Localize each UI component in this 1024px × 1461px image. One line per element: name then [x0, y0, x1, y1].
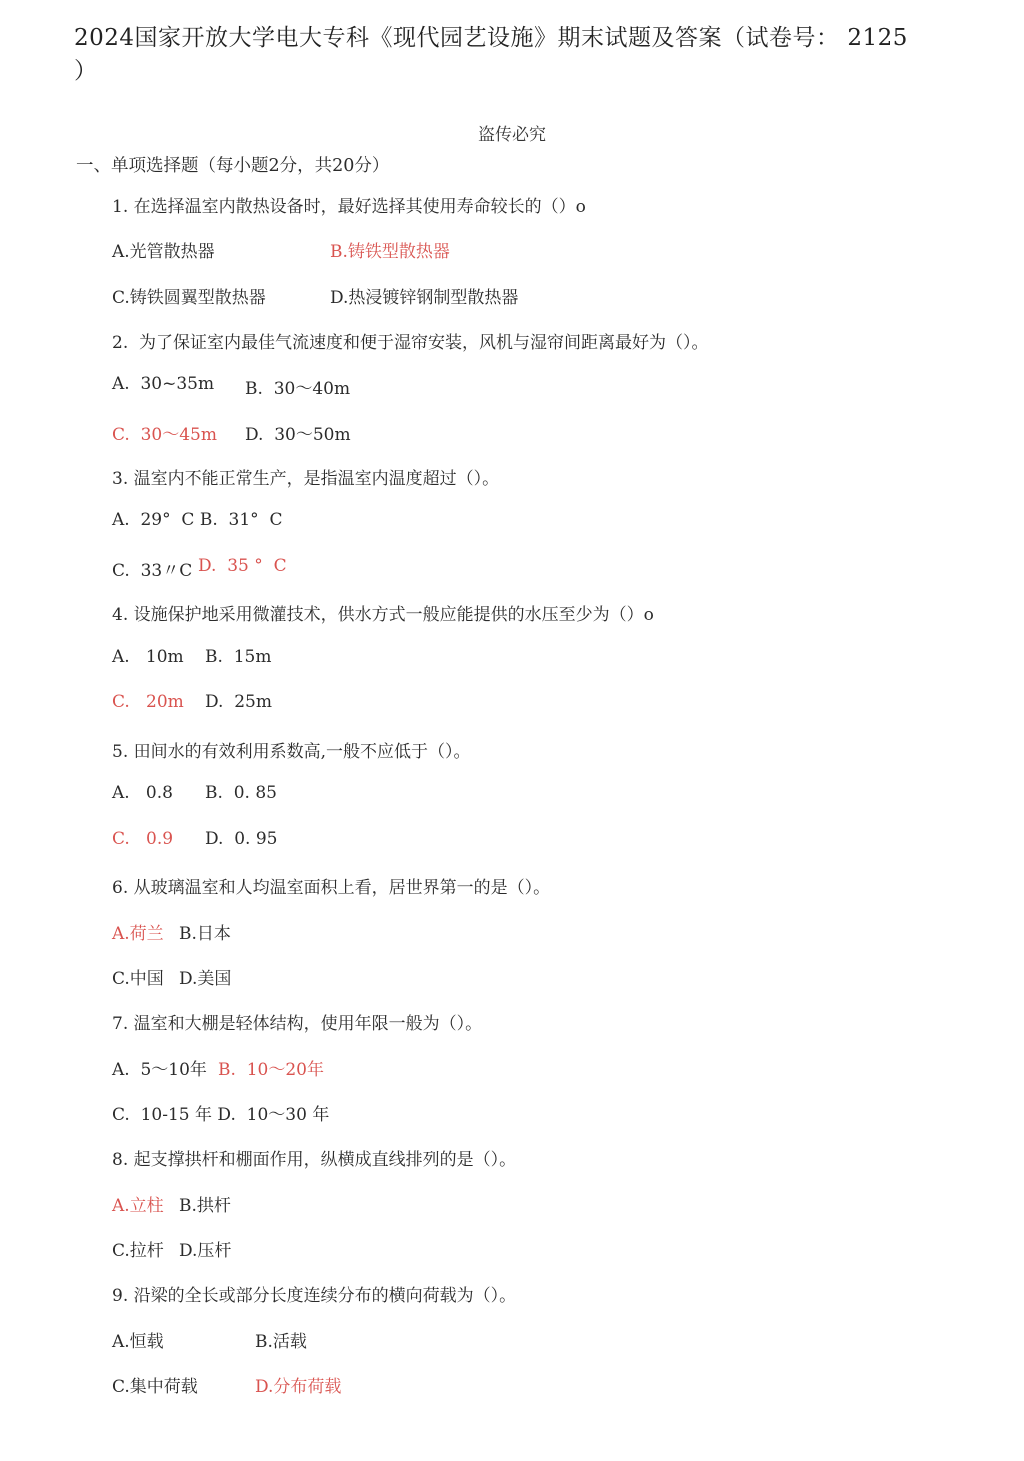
question-3-options-row — [112, 556, 972, 582]
question-5-stem: 5. 田间水的有效利用系数高,一般不应低于（）。 — [112, 742, 471, 762]
question-3-options-row — [112, 510, 972, 536]
question-2-stem: 2. 为了保证室内最佳气流速度和便于湿帘安装，风机与湿帘间距离最好为（）。 — [112, 333, 709, 353]
answer-option: D.美国 — [179, 969, 232, 989]
correct-answer-option: C. 0.9 — [112, 829, 174, 849]
question-6-options-row — [112, 919, 972, 945]
question-4-options-row — [112, 647, 972, 673]
question-9-stem: 9. 沿梁的全长或部分长度连续分布的横向荷载为（）。 — [112, 1286, 517, 1306]
answer-option: B. 0. 85 — [205, 783, 277, 803]
question-3-stem: 3. 温室内不能正常生产，是指温室内温度超过（）。 — [112, 469, 500, 489]
question-7-options-row — [112, 1055, 972, 1081]
question-9-options-row — [112, 1327, 972, 1353]
answer-option: B. 15m — [205, 647, 272, 667]
answer-option: A. 30~35m — [112, 374, 215, 394]
correct-answer-option: A.荷兰 — [112, 924, 164, 944]
correct-answer-option: B. 10～20年 — [218, 1060, 324, 1080]
question-6-stem: 6. 从玻璃温室和人均温室面积上看，居世界第一的是（）。 — [112, 878, 551, 898]
answer-option: B. 30～40m — [245, 379, 351, 399]
title-line-1: 2024国家开放大学电大专科《现代园艺设施》期末试题及答案（试卷号： 2125 — [74, 25, 908, 51]
document-title — [74, 22, 964, 88]
question-1-stem: 1. 在选择温室内散热设备时，最好选择其使用寿命较长的（）o — [112, 197, 586, 217]
watermark-text: 盗传必究 — [478, 125, 546, 145]
answer-option: C. 10-15 年 D. 10～30 年 — [112, 1105, 330, 1125]
correct-answer-option: C. 30～45m — [112, 425, 217, 445]
answer-option: C. 33〃C — [112, 561, 193, 581]
answer-option: D.热浸镀锌钢制型散热器 — [330, 288, 519, 308]
correct-answer-option: B.铸铁型散热器 — [330, 242, 450, 262]
question-9-options-row — [112, 1372, 972, 1398]
question-8-stem: 8. 起支撑拱杆和棚面作用，纵横成直线排列的是（）。 — [112, 1150, 517, 1170]
answer-option: A.光管散热器 — [112, 242, 215, 262]
answer-option: B.活载 — [255, 1332, 307, 1352]
question-5-options-row — [112, 783, 972, 809]
answer-option: D. 30～50m — [245, 425, 351, 445]
answer-option: C.铸铁圆翼型散热器 — [112, 288, 266, 308]
question-1-options-row — [112, 283, 972, 309]
answer-option: D. 0. 95 — [205, 829, 278, 849]
answer-option: C.中国 — [112, 969, 164, 989]
correct-answer-option: D.分布荷载 — [255, 1377, 342, 1397]
answer-option: B.日本 — [179, 924, 231, 944]
answer-option: A.恒载 — [112, 1332, 164, 1352]
answer-option: C.拉杆 — [112, 1241, 164, 1261]
answer-option: A. 10m — [112, 647, 184, 667]
question-7-options-row — [112, 1100, 972, 1126]
question-2-options-row — [112, 374, 972, 400]
question-2-options-row — [112, 420, 972, 446]
correct-answer-option: C. 20m — [112, 692, 184, 712]
title-line-2: ） — [74, 58, 98, 84]
section-heading: 一、单项选择题（每小题2分，共20分） — [76, 156, 390, 176]
correct-answer-option: A.立柱 — [112, 1196, 164, 1216]
answer-option: C.集中荷载 — [112, 1377, 198, 1397]
answer-option: B.拱杆 — [179, 1196, 231, 1216]
question-8-options-row — [112, 1191, 972, 1217]
question-7-stem: 7. 温室和大棚是轻体结构，使用年限一般为（）。 — [112, 1014, 483, 1034]
correct-answer-option: D. 35 ° C — [198, 556, 287, 576]
question-6-options-row — [112, 964, 972, 990]
answer-option: A. 5～10年 — [112, 1060, 207, 1080]
answer-option: A. 0.8 — [112, 783, 173, 803]
question-1-options-row — [112, 237, 972, 263]
answer-option: D.压杆 — [179, 1241, 232, 1261]
question-5-options-row — [112, 829, 972, 855]
answer-option: A. 29° C B. 31° C — [112, 510, 283, 530]
question-8-options-row — [112, 1236, 972, 1262]
question-4-options-row — [112, 692, 972, 718]
question-4-stem: 4. 设施保护地采用微灌技术，供水方式一般应能提供的水压至少为（）o — [112, 605, 654, 625]
answer-option: D. 25m — [205, 692, 272, 712]
